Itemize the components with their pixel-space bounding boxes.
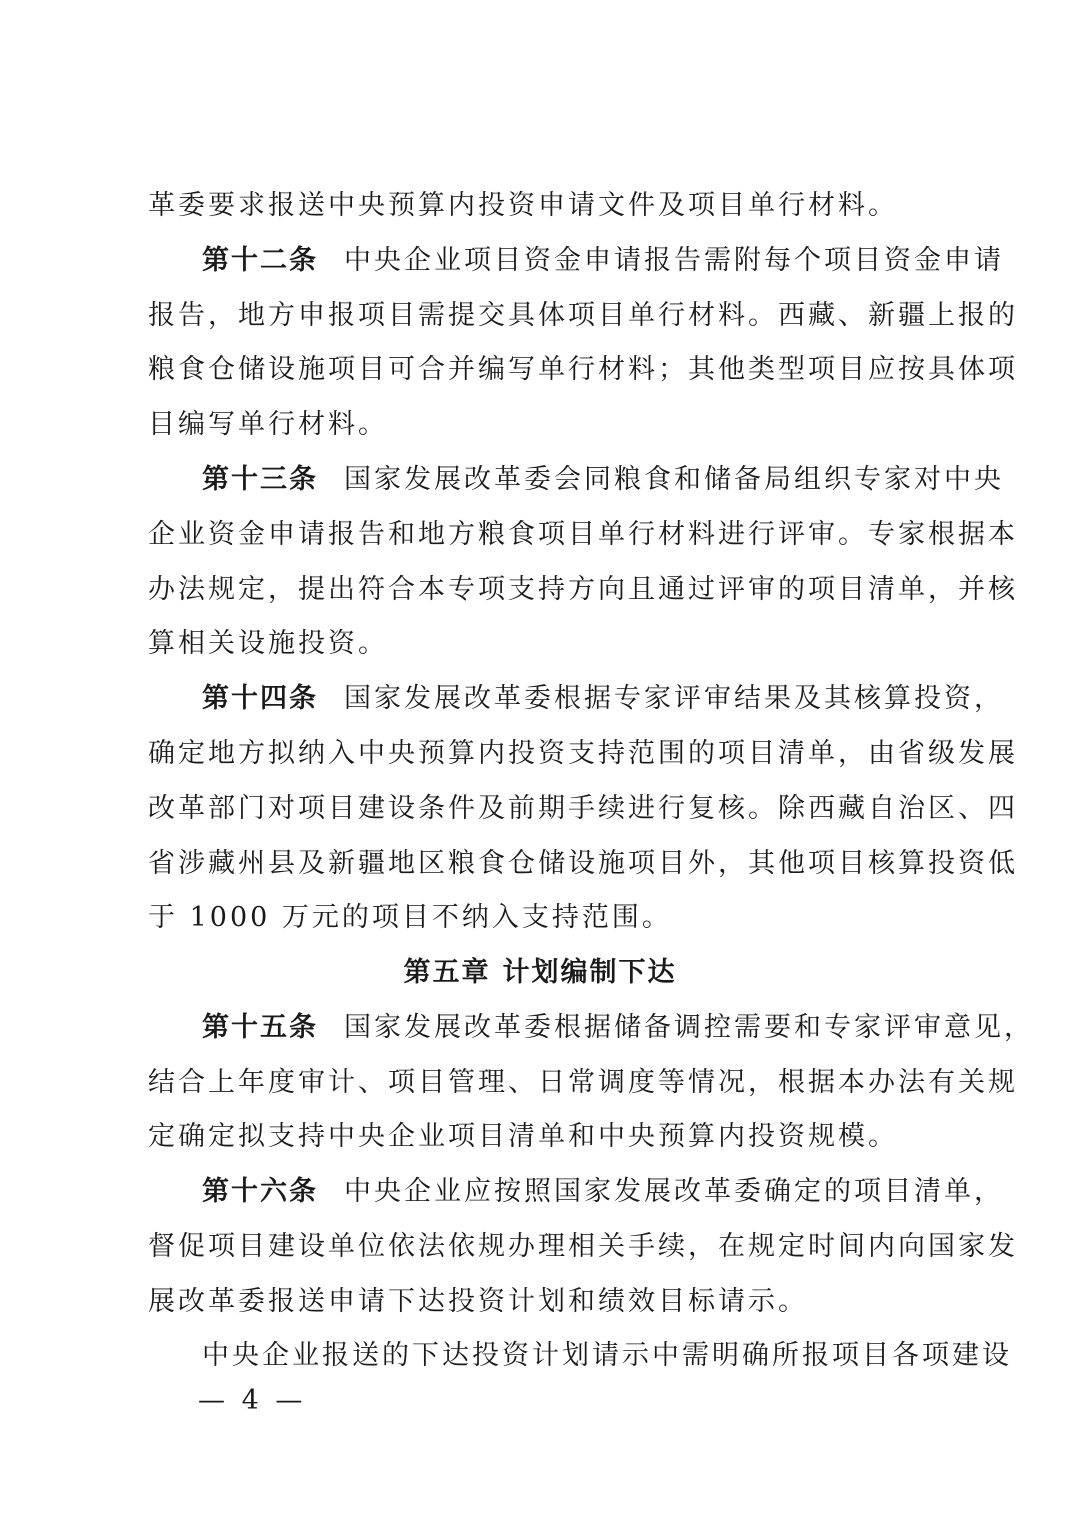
- text-line: 定确定拟支持中央企业项目清单和中央预算内投资规模。: [148, 1121, 898, 1152]
- chapter-heading: [0, 953, 1080, 993]
- text-line: 中央企业报送的下达投资计划请示中需明确所报项目各项建设: [202, 1340, 1012, 1371]
- article-15-first-line: [202, 1008, 1034, 1048]
- article-text: 国家发展改革委根据储备调控需要和专家评审意见，: [344, 1012, 1034, 1043]
- text-line: 粮食仓储设施项目可合并编写单行材料；其他类型项目应按具体项: [148, 354, 1018, 385]
- text-line: 企业资金申请报告和地方粮食项目单行材料进行评审。专家根据本: [148, 519, 1018, 550]
- text-line: 目编写单行材料。: [148, 409, 388, 440]
- chapter-number: 第五章: [403, 957, 491, 988]
- text-line: 督促项目建设单位依法依规办理相关手续，在规定时间内向国家发: [148, 1231, 1018, 1262]
- article-text: 中央企业应按照国家发展改革委确定的项目清单，: [344, 1176, 1004, 1207]
- article-text: 国家发展改革委会同粮食和储备局组织专家对中央: [344, 464, 1004, 495]
- text-line: 革委要求报送中央预算内投资申请文件及项目单行材料。: [148, 190, 898, 221]
- text-line: 展改革委报送申请下达投资计划和绩效目标请示。: [148, 1286, 808, 1317]
- text-line: 结合上年度审计、项目管理、日常调度等情况，根据本办法有关规: [148, 1067, 1018, 1098]
- article-label: 第十四条: [202, 683, 318, 714]
- article-14-first-line: [202, 679, 1002, 719]
- article-text: 国家发展改革委根据专家评审结果及其核算投资，: [344, 683, 1004, 714]
- text-line: 算相关设施投资。: [148, 628, 388, 659]
- article-13-first-line: [202, 460, 1002, 500]
- article-12-first-line: [202, 241, 1002, 281]
- text-line: 于 1000 万元的项目不纳入支持范围。: [148, 902, 672, 933]
- article-label: 第十二条: [202, 245, 318, 276]
- page-number: — 4 —: [198, 1385, 307, 1416]
- article-label: 第十五条: [202, 1012, 318, 1043]
- text-line: 报告，地方申报项目需提交具体项目单行材料。西藏、新疆上报的: [148, 300, 1018, 331]
- chapter-title: 计划编制下达: [502, 957, 677, 988]
- text-line: 确定地方拟纳入中央预算内投资支持范围的项目清单，由省级发展: [148, 738, 1018, 769]
- text-line: 改革部门对项目建设条件及前期手续进行复核。除西藏自治区、四: [148, 793, 1018, 824]
- article-label: 第十三条: [202, 464, 318, 495]
- article-16-first-line: [202, 1172, 1002, 1212]
- text-line: 办法规定，提出符合本专项支持方向且通过评审的项目清单，并核: [148, 574, 1018, 605]
- article-text: 中央企业项目资金申请报告需附每个项目资金申请: [344, 245, 1004, 276]
- article-label: 第十六条: [202, 1176, 318, 1207]
- text-line: 省涉藏州县及新疆地区粮食仓储设施项目外，其他项目核算投资低: [148, 848, 1018, 879]
